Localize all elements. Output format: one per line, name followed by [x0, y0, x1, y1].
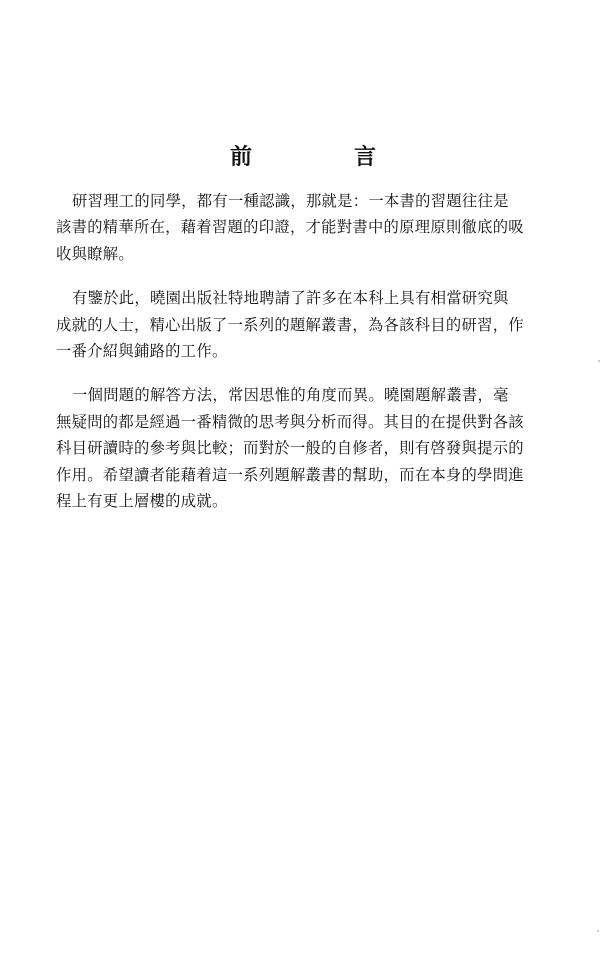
- paragraph-line: 科目研讀時的參考與比較；而對於一般的自修者，則有啓發與提示的: [56, 439, 524, 458]
- scan-speck: [597, 930, 599, 932]
- paragraph-line: 作用。希望讀者能藉着這一系列題解叢書的幫助，而在本身的學問進: [56, 465, 524, 484]
- paragraph-line: 一個問題的解答方法，常因思惟的角度而異。曉園題解叢書，毫: [72, 386, 509, 405]
- paragraph-line: 無疑問的都是經過一番精微的思考與分析而得。其目的在提供對各該: [56, 412, 524, 431]
- paragraph-line: 成就的人士，精心出版了一系列的題解叢書，為各該科目的研習，作: [56, 315, 524, 334]
- scan-speck: [598, 360, 600, 362]
- paragraph-line: 程上有更上層樓的成就。: [56, 492, 228, 511]
- paragraph-3: [56, 382, 540, 514]
- preface-body: [56, 188, 540, 532]
- page-title: 前 言: [229, 144, 416, 170]
- paragraph-1: [56, 188, 540, 267]
- paragraph-line: 一番介紹與鋪路的工作。: [56, 342, 228, 361]
- paragraph-2: [56, 285, 540, 364]
- paragraph-line: 有鑒於此，曉園出版社特地聘請了許多在本科上具有相當研究與: [72, 289, 509, 308]
- paragraph-line: 該書的精華所在，藉着習題的印證，才能對書中的原理原則徹底的吸: [56, 218, 524, 237]
- paragraph-line: 收與瞭解。: [56, 244, 134, 263]
- paragraph-line: 研習理工的同學，都有一種認識，那就是：一本書的習題往往是: [72, 192, 509, 210]
